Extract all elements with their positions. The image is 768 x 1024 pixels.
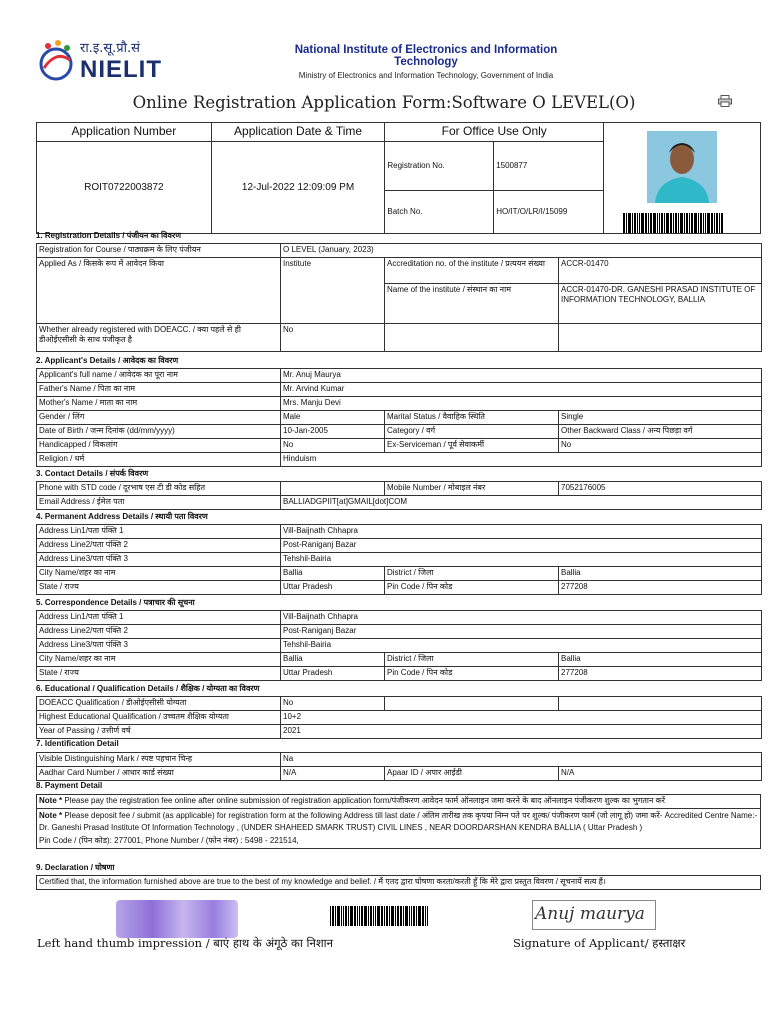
dob-value: 10-Jan-2005 — [281, 425, 385, 439]
thumb-label: Left hand thumb impression / बाएं हाथ के अंगूठे का निशान — [37, 936, 334, 950]
handicapped-label: Handicapped / विकलांग — [37, 439, 281, 453]
section-permanent-address-title: 4. Permanent Address Details / स्थायी पता विवरण — [36, 512, 208, 521]
apaar-value: N/A — [559, 767, 762, 781]
perm-line1-value: Vill-Baijnath Chhapra — [281, 525, 762, 539]
print-icon[interactable] — [718, 95, 732, 107]
doeacc-value: No — [281, 697, 385, 711]
corr-pin-label: Pin Code / पिन कोड — [385, 667, 559, 681]
payment-note-deposit: Note * Please deposit fee / submit (as applicable) for registration form at the following Address till last date / अंतिम तारीख तक कृपया निम्न पते पर शुल्क/ पंजीकरण फार्म (जो लागू हो) जमा करें- Accredited Centre Name:- Dr. Ganeshi Prasad Institute Of Information Technology , (UNDER SHAHEED SMARK TRUST) CIVIL LINES , NEAR DOORDARSHAN KENDRA BALLIA ( Uttar Pradesh ) Pin Code / (पिन कोड): 277001, Phone Number / (फोन नंबर) : 5498 - 221514, — [37, 809, 761, 849]
category-label: Category / वर्ग — [385, 425, 559, 439]
applied-as-value: Institute — [281, 258, 385, 324]
corr-line3-value: Tehshil-Bairia — [281, 639, 762, 653]
applicant-table — [36, 368, 762, 467]
payment-note-online: Note * Please pay the registration fee online after online submission of registration application form/पंजीकरण आवेदन फार्म ऑनलाइन जमा करने के बाद ऑनलाइन पंजीकरण शुल्क का भुगतान करें — [37, 795, 761, 809]
corr-district-label: District / जिला — [385, 653, 559, 667]
doeacc-label: DOEACC Qualification / डीओईएसीसी योग्यता — [37, 697, 281, 711]
ex-serviceman-label: Ex-Serviceman / पूर्व सेवाकर्मी — [385, 439, 559, 453]
institute-name: National Institute of Electronics and Information Technology — [294, 44, 558, 68]
form-title: Online Registration Application Form:Software O LEVEL(O) — [132, 93, 636, 112]
nielit-logo — [36, 36, 166, 86]
registration-table — [36, 243, 762, 352]
section-payment-title: 8. Payment Detail — [36, 781, 103, 790]
batch-no-label: Batch No. — [385, 191, 494, 234]
corr-line3-label: Address Line3/पता पंक्ति 3 — [37, 639, 281, 653]
course-value: O LEVEL (January, 2023) — [281, 244, 762, 258]
ex-serviceman-value: No — [559, 439, 762, 453]
applicant-photo — [647, 131, 717, 203]
correspondence-address-table — [36, 610, 762, 681]
application-date: 12-Jul-2022 12:09:09 PM — [211, 142, 385, 234]
category-value: Other Backward Class / अन्य पिछड़ा वर्ग — [559, 425, 762, 439]
section-applicant-title: 2. Applicant's Details / आवेदक का विवरण — [36, 356, 179, 365]
religion-label: Religion / धर्म — [37, 453, 281, 467]
perm-line2-label: Address Line2/पता पंक्ति 2 — [37, 539, 281, 553]
mobile-label: Mobile Number / मोबाइल नंबर — [385, 482, 559, 496]
institute-name-label: Name of the institute / संस्थान का नाम — [385, 284, 559, 324]
gender-label: Gender / लिंग — [37, 411, 281, 425]
perm-pin-value: 277208 — [559, 581, 762, 595]
highest-qualification-value: 10+2 — [281, 711, 762, 725]
course-label: Registration for Course / पाठ्यक्रम के लिए पंजीयन — [37, 244, 281, 258]
perm-district-value: Ballia — [559, 567, 762, 581]
institute-block — [266, 44, 586, 80]
accreditation-label: Accreditation no. of the institute / प्रत्ययन संख्या — [385, 258, 559, 284]
already-registered-value: No — [281, 324, 385, 352]
gender-value: Male — [281, 411, 385, 425]
section-declaration-title: 9. Declaration / घोषणा — [36, 863, 115, 872]
footer-barcode — [330, 906, 450, 926]
perm-line1-label: Address Lin1/पता पंक्ति 1 — [37, 525, 281, 539]
religion-value: Hinduism — [281, 453, 762, 467]
ministry-name: Ministry of Electronics and Information Technology, Government of India — [298, 71, 554, 80]
application-number: ROIT0722003872 — [37, 142, 212, 234]
perm-district-label: District / जिला — [385, 567, 559, 581]
mark-label: Visible Distinguishing Mark / स्पष्ट पहचान चिन्ह — [37, 753, 281, 767]
full-name-value: Mr. Anuj Maurya — [281, 369, 762, 383]
phone-value — [281, 482, 385, 496]
identification-table — [36, 752, 762, 781]
section-education-title: 6. Educational / Qualification Details / शैक्षिक / योग्यता का विवरण — [36, 684, 260, 693]
contact-table — [36, 481, 762, 510]
father-name-value: Mr. Arvind Kumar — [281, 383, 762, 397]
accreditation-value: ACCR-01470 — [559, 258, 762, 284]
section-identification-title: 7. Identification Detail — [36, 739, 119, 748]
mother-name-value: Mrs. Manju Devi — [281, 397, 762, 411]
declaration-table — [36, 875, 761, 890]
payment-table — [36, 794, 761, 849]
section-registration-title: 1. Registration Details / पंजीयन का विवरण — [36, 231, 182, 240]
corr-line2-value: Post-Raniganj Bazar — [281, 625, 762, 639]
corr-city-value: Ballia — [281, 653, 385, 667]
highest-qualification-label: Highest Educational Qualification / उच्चतम शैक्षिक योग्यता — [37, 711, 281, 725]
signature-label: Signature of Applicant/ हस्ताक्षर — [513, 936, 686, 950]
photo-cell — [604, 123, 761, 234]
perm-line3-value: Tehshil-Bairia — [281, 553, 762, 567]
applicant-signature: Anuj maurya — [535, 904, 645, 924]
thumb-impression — [116, 900, 238, 938]
corr-state-label: State / राज्य — [37, 667, 281, 681]
corr-line1-label: Address Lin1/पता पंक्ति 1 — [37, 611, 281, 625]
application-summary-table — [36, 122, 761, 234]
phone-label: Phone with STD code / दूरभाष एस टी डी कोड सहित — [37, 482, 281, 496]
logo-text: NIELIT — [80, 56, 162, 83]
perm-city-value: Ballia — [281, 567, 385, 581]
page-header — [36, 36, 736, 90]
email-value: BALLIADGPIIT[at]GMAIL[dot]COM — [281, 496, 762, 510]
globe-icon — [36, 38, 76, 86]
permanent-address-table — [36, 524, 762, 595]
perm-line2-value: Post-Raniganj Bazar — [281, 539, 762, 553]
apaar-label: Apaar ID / अपार आईडी — [385, 767, 559, 781]
perm-state-value: Uttar Pradesh — [281, 581, 385, 595]
corr-line2-label: Address Line2/पता पंक्ति 2 — [37, 625, 281, 639]
declaration-text: Certified that, the information furnished above are true to the best of my knowledge and belief. / मैं एतद द्वारा घोषणा करता/करती हूँ कि मेरे द्वारा प्रस्तुत विवरण / सूचनायें सत्य हैं। — [37, 876, 761, 890]
registration-no-value: 1500877 — [494, 142, 604, 191]
corr-state-value: Uttar Pradesh — [281, 667, 385, 681]
education-table — [36, 696, 762, 739]
perm-pin-label: Pin Code / पिन कोड — [385, 581, 559, 595]
batch-no-value: HO/IT/O/LR/I/15099 — [494, 191, 604, 234]
app-number-header: Application Number — [37, 123, 212, 142]
passing-year-value: 2021 — [281, 725, 762, 739]
corr-city-label: City Name/शहर का नाम — [37, 653, 281, 667]
office-use-header: For Office Use Only — [385, 123, 604, 142]
mobile-value: 7052176005 — [559, 482, 762, 496]
marital-label: Marital Status / वैवाहिक स्थिति — [385, 411, 559, 425]
corr-line1-value: Vill-Baijnath Chhapra — [281, 611, 762, 625]
mark-value: Na — [281, 753, 762, 767]
full-name-label: Applicant's full name / आवेदक का पूरा नाम — [37, 369, 281, 383]
father-name-label: Father's Name / पिता का नाम — [37, 383, 281, 397]
aadhar-label: Aadhar Card Number / आधार कार्ड संख्या — [37, 767, 281, 781]
aadhar-value: N/A — [281, 767, 385, 781]
dob-label: Date of Birth / जन्म दिनांक (dd/mm/yyyy) — [37, 425, 281, 439]
corr-pin-value: 277208 — [559, 667, 762, 681]
handicapped-value: No — [281, 439, 385, 453]
logo-hindi-text: रा.इ.सू.प्रौ.सं — [80, 41, 140, 56]
registration-no-label: Registration No. — [385, 142, 494, 191]
perm-state-label: State / राज्य — [37, 581, 281, 595]
centre-pin-phone: Pin Code / (पिन कोड): 277001, Phone Number / (फोन नंबर) : 5498 - 221514, — [39, 835, 299, 845]
institute-name-value: ACCR-01470-DR. GANESHI PRASAD INSTITUTE OF INFORMATION TECHNOLOGY, BALLIA — [559, 284, 762, 324]
photo-barcode — [623, 213, 741, 233]
mother-name-label: Mother's Name / माता का नाम — [37, 397, 281, 411]
perm-city-label: City Name/शहर का नाम — [37, 567, 281, 581]
section-contact-title: 3. Contact Details / संपर्क विवरण — [36, 469, 149, 478]
passing-year-label: Year of Passing / उत्तीर्ण वर्ष — [37, 725, 281, 739]
perm-line3-label: Address Line3/पता पंक्ति 3 — [37, 553, 281, 567]
marital-value: Single — [559, 411, 762, 425]
already-registered-label: Whether already registered with DOEACC. / क्या पहले से ही डीओईएसीसी के साथ पंजीकृत है — [37, 324, 281, 352]
applied-as-label: Applied As / किसके रूप में आवेदन किया — [37, 258, 281, 324]
email-label: Email Address / ईमेल पता — [37, 496, 281, 510]
corr-district-value: Ballia — [559, 653, 762, 667]
app-date-header: Application Date & Time — [211, 123, 385, 142]
section-correspondence-title: 5. Correspondence Details / पत्राचार की सूचना — [36, 598, 195, 607]
